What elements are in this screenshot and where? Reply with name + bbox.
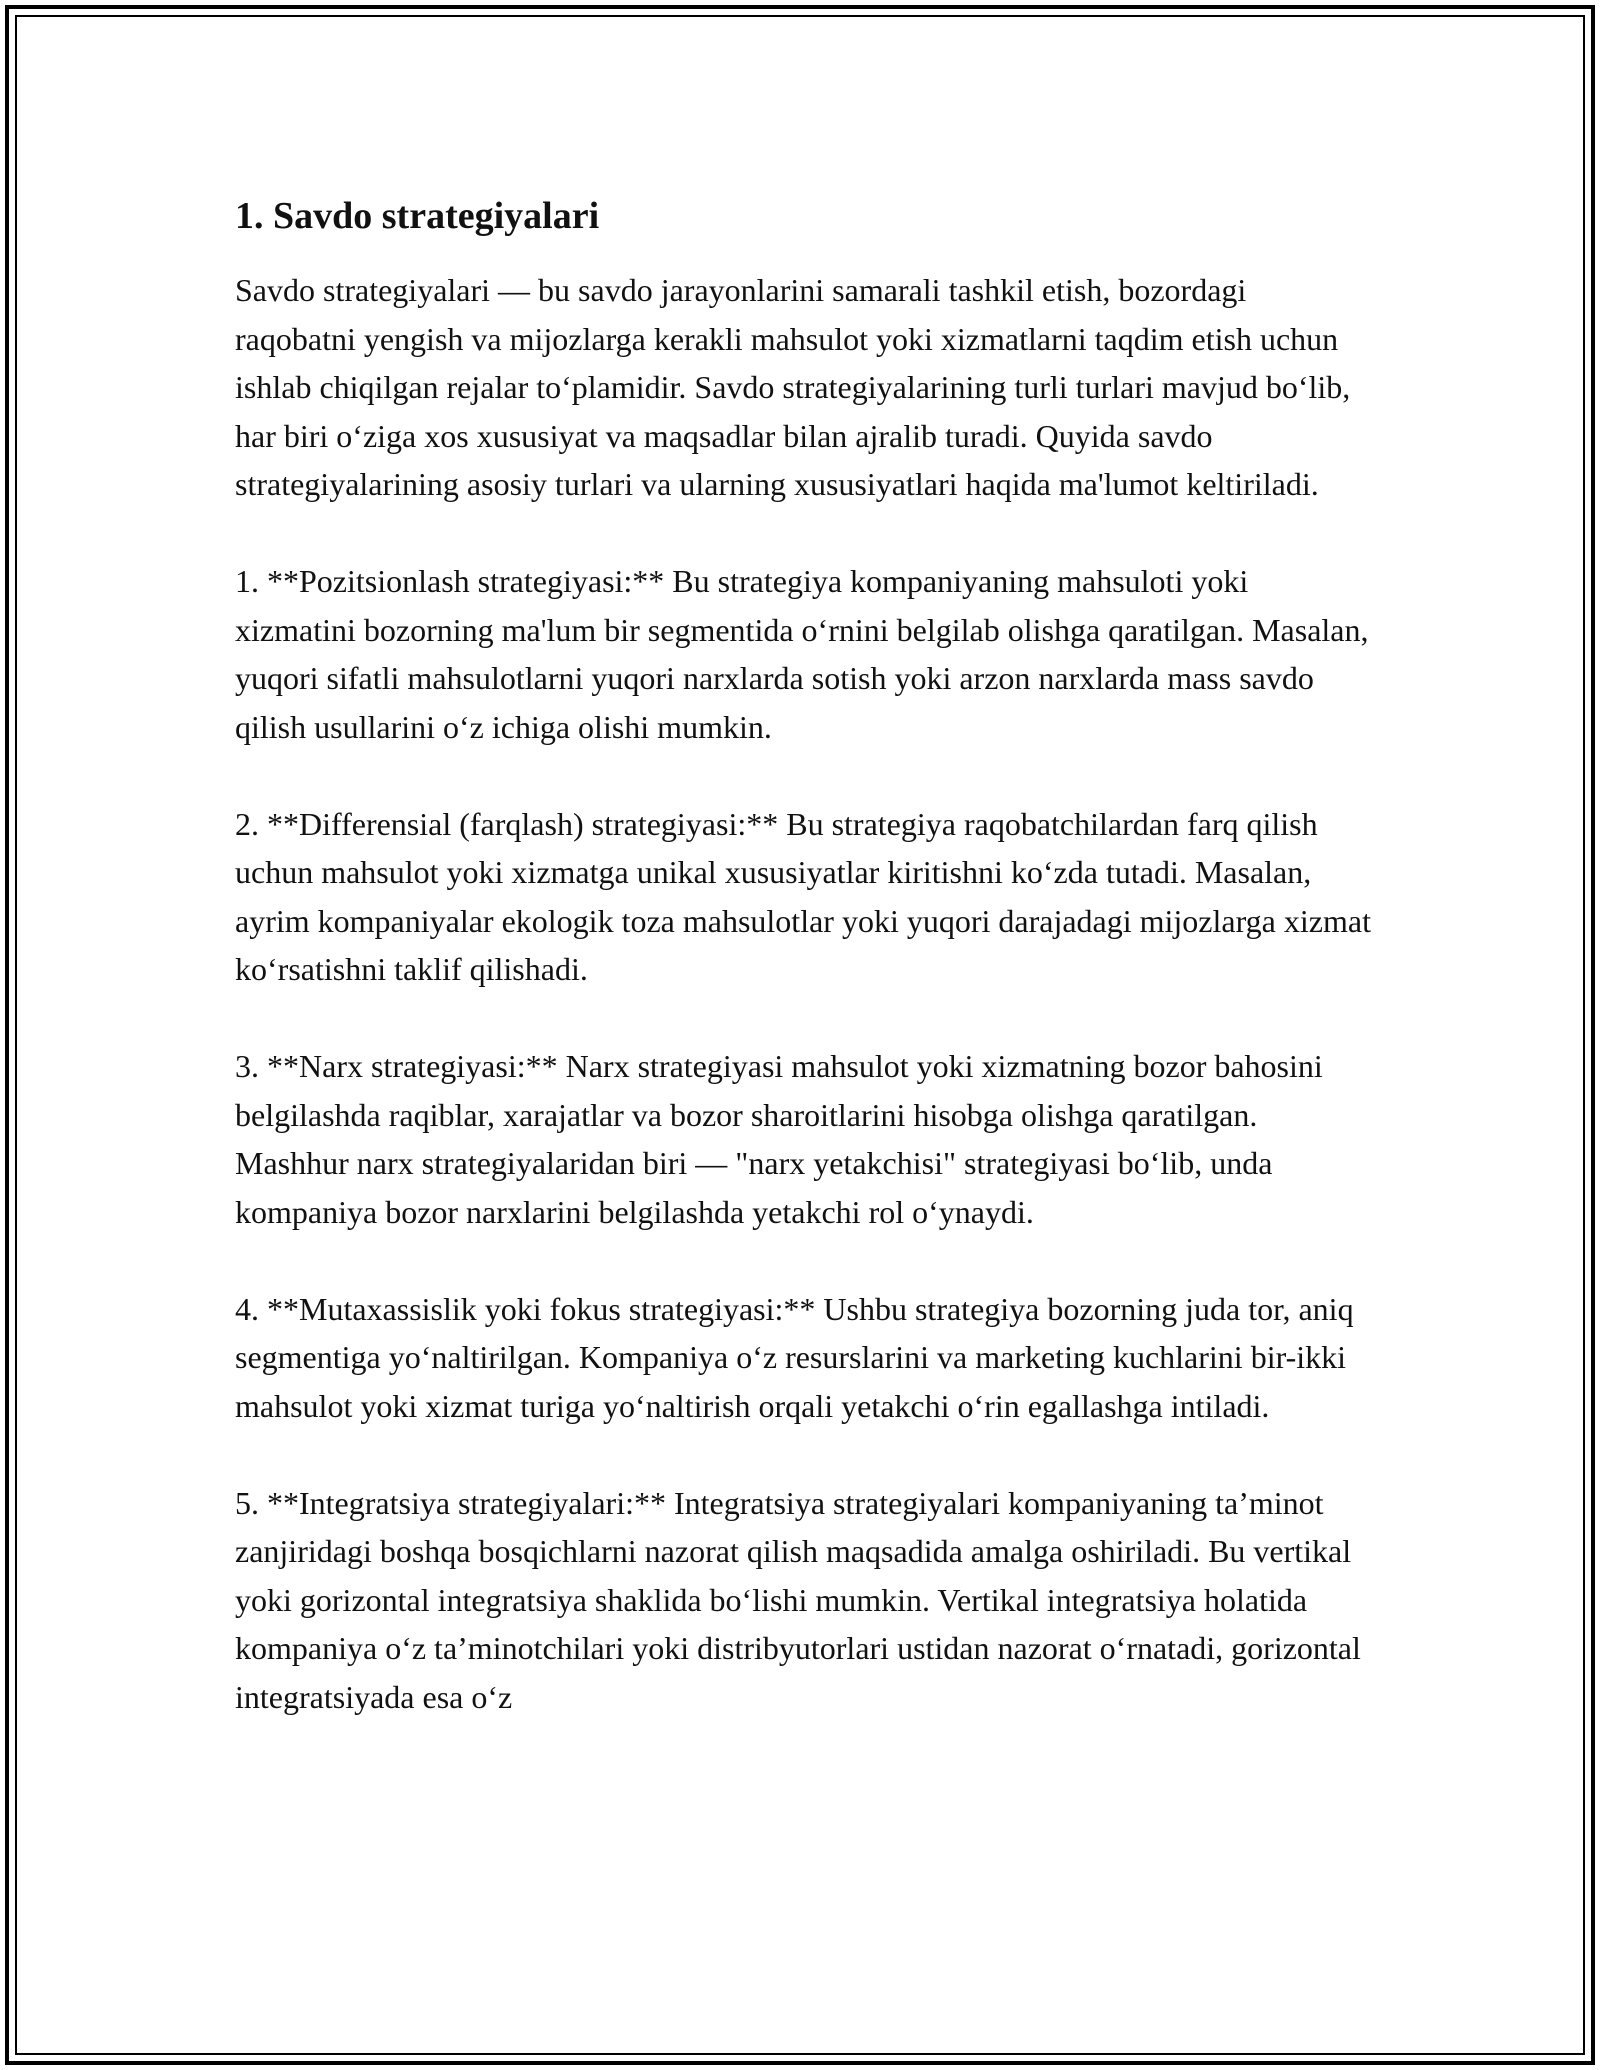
paragraph-integration-strategy: 5. **Integratsiya strategiyalari:** Integratsiya strategiyalari kompaniyaning ta’minot zanjiridagi boshqa bosqichlarni nazorat qilish maqsadida amalga oshiriladi. Bu vertikal yoki gorizontal integratsiya shaklida bo‘lishi mumkin. Vertikal integratsiya holatida kompaniya o‘z ta’minotchilari yoki distribyutorlari ustidan nazorat o‘rnatadi, gorizontal integratsiyada esa o‘z — [235, 1484, 1361, 1715]
section-heading: 1. Savdo strategiyalari — [235, 195, 600, 237]
paragraph-price-strategy: 3. **Narx strategiyasi:** Narx strategiyasi mahsulot yoki xizmatning bozor bahosini belgilashda raqiblar, xarajatlar va bozor sharoitlarini hisobga olishga qaratilgan. Mashhur narx strategiyalaridan biri — "narx yetakchisi" strategiyasi bo‘lib, unda kompaniya bozor narxlarini belgilashda yetakchi rol o‘ynaydi. — [235, 1048, 1323, 1230]
intro-paragraph: Savdo strategiyalari — bu savdo jarayonlarini samarali tashkil etish, bozordagi raqobatni yengish va mijozlarga kerakli mahsulot yoki xizmatlarni taqdim etish uchun ishlab chiqilgan rejalar to‘plamidir. Savdo strategiyalarining turli turlari mavjud bo‘lib, har biri o‘ziga xos xususiyat va maqsadlar bilan ajralib turadi. Quyida savdo strategiyalarining asosiy turlari va ularning xususiyatlari haqida ma'lumot keltiriladi. — [235, 272, 1351, 502]
document-body — [235, 180, 1375, 1770]
paragraph-focus-strategy: 4. **Mutaxassislik yoki fokus strategiyasi:** Ushbu strategiya bozorning juda tor, aniq segmentiga yo‘naltirilgan. Kompaniya o‘z resurslarini va marketing kuchlarini bir-ikki mahsulot yoki xizmat turiga yo‘naltirish orqali yetakchi o‘rin egallashga intiladi. — [235, 1290, 1354, 1424]
paragraph-differential-strategy: 2. **Differensial (farqlash) strategiyasi:** Bu strategiya raqobatchilardan farq qilish uchun mahsulot yoki xizmatga unikal xususiyatlar kiritishni ko‘zda tutadi. Masalan, ayrim kompaniyalar ekologik toza mahsulotlar yoki yuqori darajadagi mijozlarga xizmat ko‘rsatishni taklif qilishadi. — [235, 805, 1371, 987]
paragraph-positioning-strategy: 1. **Pozitsionlash strategiyasi:** Bu strategiya kompaniyaning mahsuloti yoki xizmatini bozorning ma'lum bir segmentida o‘rnini belgilab olishga qaratilgan. Masalan, yuqori sifatli mahsulotlarni yuqori narxlarda sotish yoki arzon narxlarda mass savdo qilish usullarini o‘z ichiga olishi mumkin. — [235, 563, 1369, 745]
